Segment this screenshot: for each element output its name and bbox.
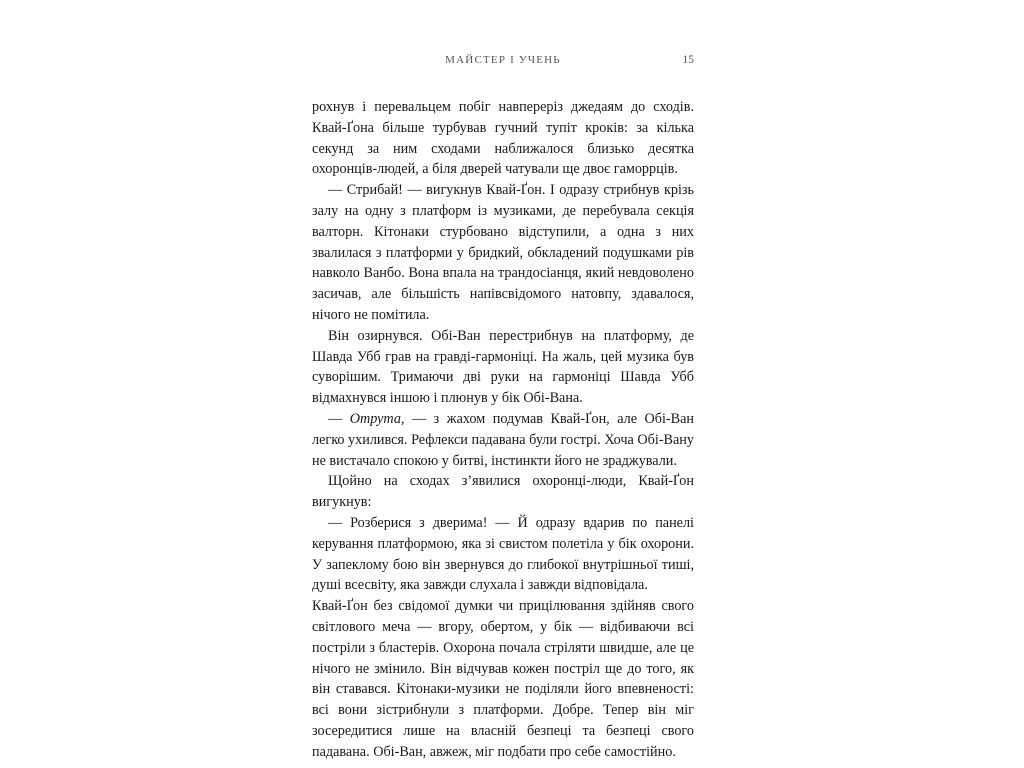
paragraph-6: — Розберися з дверима! — Й одразу вдарив по панелі керування платформою, яка зі свистом полетіла у бік охорони. У запеклому бою він звернувся до глибокої внутрішньої тиші, душі всесвіту, яка завжди слухала і завжди відповідала. <box>312 514 694 594</box>
paragraph-7: Квай-Ґон без свідомої думки чи прицілювання здійняв свого світлового меча — вгору, обертом, у бік — відбиваючи всі постріли з бластерів. Охорона почала стріляти швидше, але це нічого не змінило. Він відчував кожен постріл ще до того, як він ставався. Кітонаки-музики не поділяли його впевненості: всі вони зістрибнули з платформи. Добре. Тепер він міг зосередитися лише на власній безпеці та безпеці свого падавана. Обі-Ван, авжеж, міг подбати про себе самостійно. <box>312 598 694 760</box>
paragraph-4-rest: — з жахом подумав Квай-Ґон, але Обі-Ван легко ухилився. Рефлекси падавана були гострі. Хоча Обі-Вану не вистачало спокою у битві, інстинкти його не зраджували. <box>312 410 694 469</box>
paragraph-2: — Стрибай! — вигукнув Квай-Ґон. І одразу стрибнув крізь залу на одну з платформ із музиками, де перебувала секція валторн. Кітонаки стурбовано відступили, а одна з них звалилася з платформи у бридкий, обкладений подушками рів навколо Ванбо. Вона впала на трандосіанця, який невдоволено засичав, але більшість напівсвідомого натовпу, здавалося, нічого не помітила. <box>312 182 694 323</box>
book-page <box>312 50 694 763</box>
running-head <box>312 50 694 72</box>
paragraph-4-lead: — <box>328 410 350 427</box>
paragraph-1: рохнув і перевальцем побіг навпереріз джедаям до сходів. Квай-Ґона більше турбував гучний тупіт кроків: за кілька секунд за ним сходами наближалося близько десятка охоронців-людей, а біля дверей чатували ще двоє гаморрців. <box>312 99 694 178</box>
page-number: 15 <box>682 54 694 66</box>
paragraph-4 <box>312 409 694 471</box>
running-title: МАЙСТЕР І УЧЕНЬ <box>445 54 561 66</box>
paragraph-4-italic: Отрута, <box>349 410 405 427</box>
body-text <box>312 97 694 763</box>
paragraph-3: Він озирнувся. Обі-Ван перестрибнув на платформу, де Шавда Убб грав на гравді-гармоніці. На жаль, цей музика був суворішим. Тримаючи дві руки на гармоніці Шавда Убб відмахнувся іншою і плюнув у бік Обі-Вана. <box>312 327 694 407</box>
paragraph-5: Щойно на сходах з’явилися охоронці-люди, Квай-Ґон вигукнув: <box>312 473 694 511</box>
